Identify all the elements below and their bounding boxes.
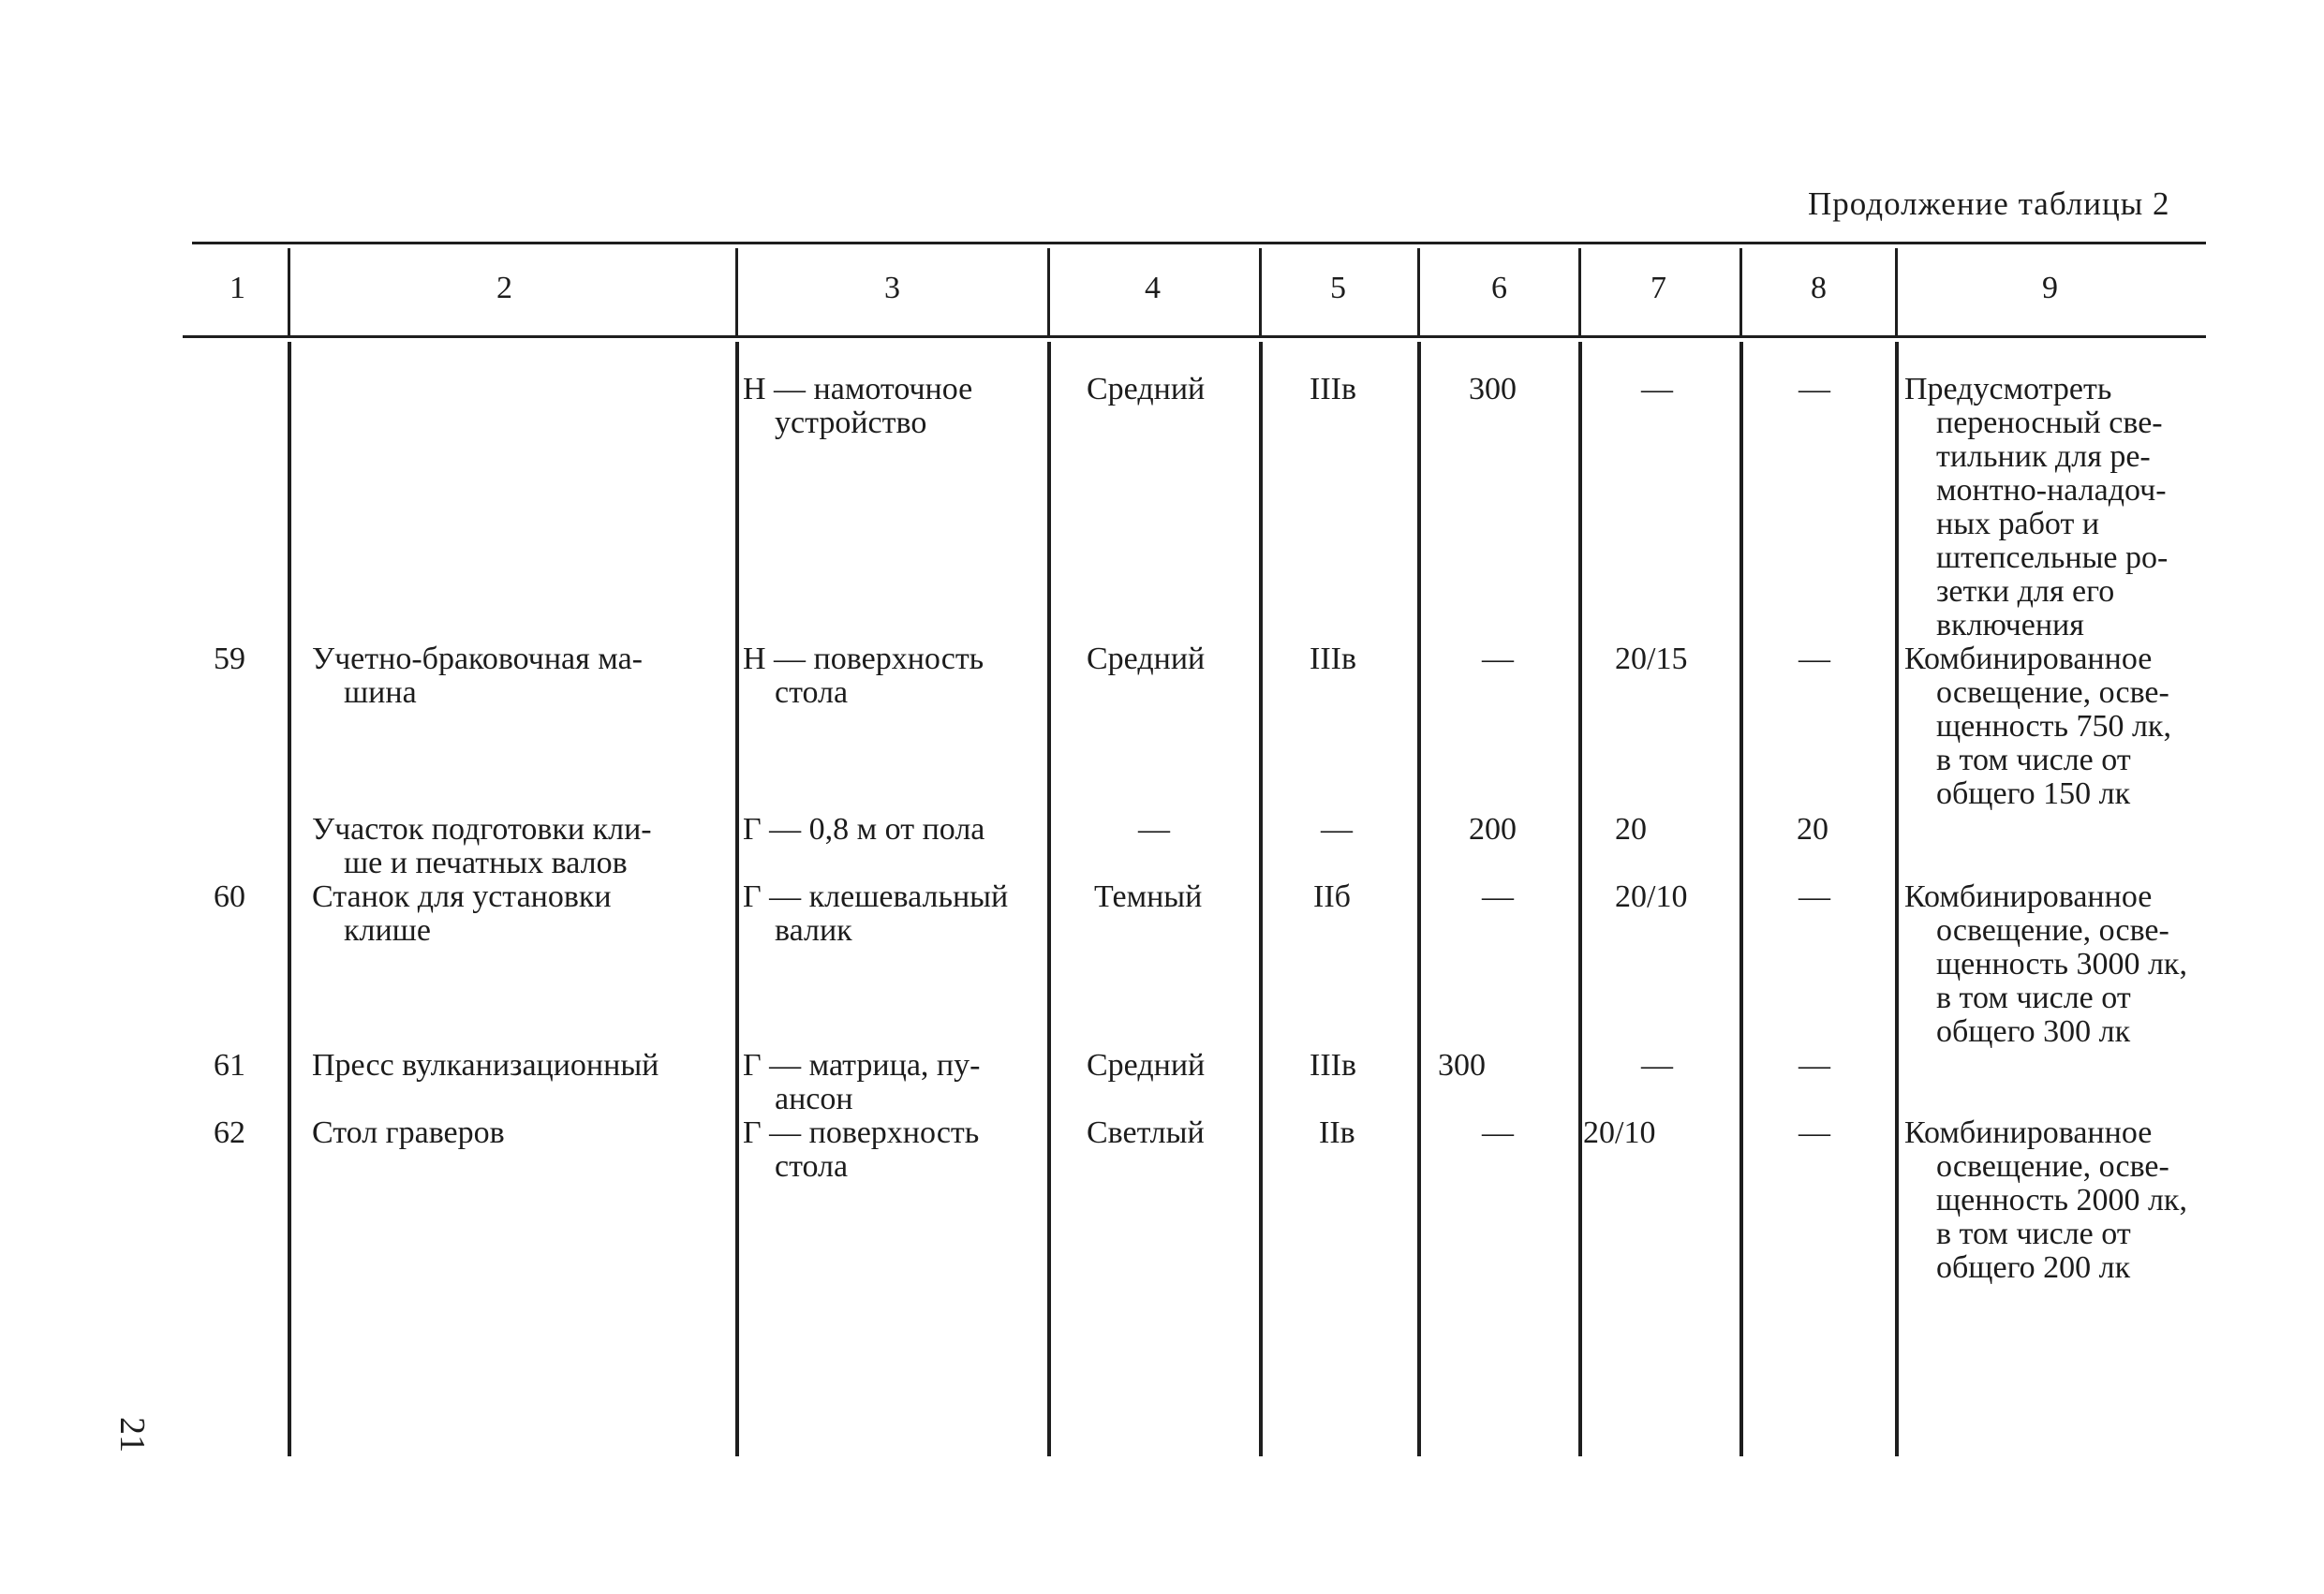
header-separator (1259, 248, 1262, 337)
cell-background: Светлый (1087, 1115, 1205, 1150)
cell-col8: — (1799, 642, 1830, 676)
column-header-8: 8 (1811, 271, 1827, 305)
table-caption: Продолжение таблицы 2 (1808, 185, 2170, 222)
cell-col8: — (1799, 372, 1830, 406)
column-separator (1047, 342, 1051, 1456)
column-header-5: 5 (1330, 271, 1346, 305)
cell-background: Средний (1087, 372, 1206, 406)
header-separator (1578, 248, 1581, 337)
header-separator (1417, 248, 1420, 337)
cell-category: IIIв (1310, 642, 1357, 676)
cell-category: — (1321, 812, 1353, 847)
header-separator (288, 248, 290, 337)
cell-notes: Комбинированное освещение, осве- щенность 750 лк, в том числе от общего 150 лк (1904, 642, 2171, 811)
cell-background: Средний (1087, 1048, 1206, 1083)
cell-col7: 20/10 (1583, 1115, 1656, 1150)
top-rule (192, 242, 2206, 244)
column-separator (288, 342, 291, 1456)
cell-surface: Н — поверхность стола (743, 642, 984, 710)
cell-background: — (1138, 812, 1170, 847)
cell-row-number: 60 (214, 879, 245, 914)
column-header-9: 9 (2042, 271, 2058, 305)
column-header-1: 1 (229, 271, 245, 305)
cell-col8: — (1799, 1048, 1830, 1083)
column-header-3: 3 (884, 271, 900, 305)
cell-notes: Комбинированное освещение, осве- щенность 2000 лк, в том числе от общего 200 лк (1904, 1115, 2187, 1285)
cell-category: IIб (1313, 879, 1351, 914)
cell-col8: — (1799, 879, 1830, 914)
cell-workplace: Участок подготовки кли- ше и печатных валов (312, 812, 652, 880)
column-header-2: 2 (496, 271, 512, 305)
cell-background: Средний (1087, 642, 1206, 676)
column-separator (1895, 342, 1899, 1456)
cell-surface: Н — намоточное устройство (743, 372, 973, 440)
cell-col7: — (1641, 372, 1673, 406)
cell-surface: Г — 0,8 м от пола (743, 812, 985, 847)
header-separator (1895, 248, 1898, 337)
column-separator (1739, 342, 1743, 1456)
column-separator (1578, 342, 1582, 1456)
cell-col8: 20 (1797, 812, 1828, 847)
cell-workplace: Пресс вулканизационный (312, 1048, 659, 1083)
column-header-7: 7 (1650, 271, 1666, 305)
cell-lux-general: 200 (1469, 812, 1517, 847)
cell-row-number: 61 (214, 1048, 245, 1083)
column-separator (1259, 342, 1263, 1456)
cell-col7: — (1641, 1048, 1673, 1083)
cell-category: IIIв (1310, 1048, 1357, 1083)
cell-category: IIв (1319, 1115, 1355, 1150)
cell-lux-general: — (1482, 879, 1514, 914)
cell-lux-general: 300 (1469, 372, 1517, 406)
cell-lux-general: 300 (1438, 1048, 1486, 1083)
cell-notes: Предусмотреть переносный све- тильник для ре- монтно-наладоч- ных работ и штепсельные ро- зетки для его включения (1904, 372, 2169, 642)
header-separator (735, 248, 738, 337)
column-separator (735, 342, 739, 1456)
cell-category: IIIв (1310, 372, 1357, 406)
cell-surface: Г — поверхность стола (743, 1115, 980, 1184)
column-header-6: 6 (1491, 271, 1507, 305)
cell-col7: 20/10 (1615, 879, 1688, 914)
header-rule (183, 335, 2206, 338)
cell-notes: Комбинированное освещение, осве- щенность 3000 лк, в том числе от общего 300 лк (1904, 879, 2187, 1049)
cell-col7: 20 (1615, 812, 1647, 847)
cell-lux-general: — (1482, 1115, 1514, 1150)
cell-row-number: 62 (214, 1115, 245, 1150)
cell-row-number: 59 (214, 642, 245, 676)
cell-col7: 20/15 (1615, 642, 1688, 676)
cell-surface: Г — клешевальный валик (743, 879, 1009, 948)
cell-surface: Г — матрица, пу- ансон (743, 1048, 981, 1116)
page-number: 21 (112, 1417, 152, 1453)
header-separator (1739, 248, 1742, 337)
cell-background: Темный (1094, 879, 1203, 914)
cell-workplace: Учетно-браковочная ма- шина (312, 642, 643, 710)
column-separator (1417, 342, 1421, 1456)
header-separator (1047, 248, 1050, 337)
column-header-4: 4 (1145, 271, 1161, 305)
cell-workplace: Стол граверов (312, 1115, 505, 1150)
cell-workplace: Станок для установки клише (312, 879, 612, 948)
cell-col8: — (1799, 1115, 1830, 1150)
cell-lux-general: — (1482, 642, 1514, 676)
